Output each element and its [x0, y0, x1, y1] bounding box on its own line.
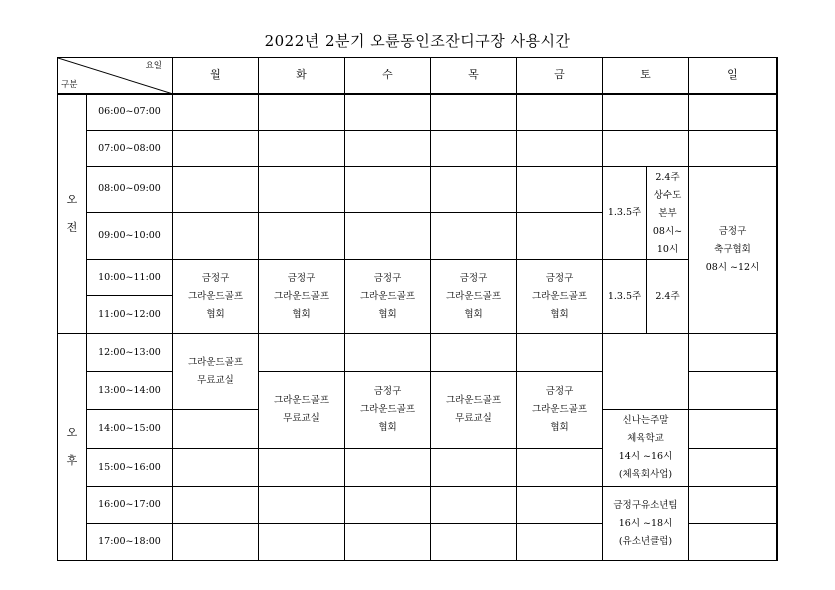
tue-golf-assoc-cell [259, 260, 345, 334]
sat-24-week-label: 2.4주 상수도 본부 08시~ 10시 [652, 172, 683, 255]
time-cell: 14:00~15:00 [87, 410, 173, 449]
cell-thu-0700 [431, 131, 517, 167]
day-header-wed: 수 [345, 58, 431, 94]
time-cell: 11:00~12:00 [87, 296, 173, 334]
cell-wed-1600 [345, 487, 431, 524]
cell-thu-1200 [431, 334, 517, 372]
period-pm [58, 334, 87, 561]
table-row [58, 167, 778, 213]
thu-golf-assoc-label: 금정구 그라운드골프 협회 [445, 272, 502, 320]
day-header-fri: 금 [517, 58, 603, 94]
table-row [58, 334, 778, 372]
cell-wed-1500 [345, 449, 431, 487]
cell-sun-1700 [689, 524, 777, 561]
tue-free-class-cell [259, 372, 345, 449]
mon-golf-assoc-label: 금정구 그라운드골프 협회 [187, 272, 244, 320]
time-cell: 17:00~18:00 [87, 524, 173, 561]
fri-golf-assoc-cell [517, 260, 603, 334]
cell-tue-0800 [259, 167, 345, 213]
corner-day-label: 요일 [145, 61, 162, 71]
cell-mon-1700 [173, 524, 259, 561]
cell-fri-1700 [517, 524, 603, 561]
cell-sat-0700 [603, 131, 689, 167]
cell-mon-0700 [173, 131, 259, 167]
wed-golf-assoc-label: 금정구 그라운드골프 협회 [359, 272, 416, 320]
cell-tue-0600 [259, 94, 345, 131]
cell-sun-0600 [689, 94, 777, 131]
cell-tue-1500 [259, 449, 345, 487]
cell-sat-0600 [603, 94, 689, 131]
day-header-sat: 토 [603, 58, 689, 94]
table-row [58, 260, 778, 296]
sat-135-week-cell-b [603, 260, 647, 334]
cell-mon-1400 [173, 410, 259, 449]
tue-free-class-label: 그라운드골프 무료교실 [273, 395, 330, 424]
time-cell: 08:00~09:00 [87, 167, 173, 213]
table-row [58, 487, 778, 524]
period-pm-label: 오 후 [66, 426, 78, 467]
thu-golf-assoc-cell [431, 260, 517, 334]
time-cell: 16:00~17:00 [87, 487, 173, 524]
time-cell: 13:00~14:00 [87, 372, 173, 410]
mon-golf-assoc-cell [173, 260, 259, 334]
cell-tue-1600 [259, 487, 345, 524]
time-cell: 15:00~16:00 [87, 449, 173, 487]
cell-fri-1500 [517, 449, 603, 487]
thu-free-class-cell [431, 372, 517, 449]
cell-thu-1700 [431, 524, 517, 561]
sat-24-week-label-b: 2.4주 [655, 290, 680, 302]
cell-thu-0800 [431, 167, 517, 213]
schedule-table [57, 57, 778, 561]
time-cell: 10:00~11:00 [87, 260, 173, 296]
page-title: 2022년 2분기 오륜동인조잔디구장 사용시간 [264, 32, 571, 50]
cell-sun-0700 [689, 131, 777, 167]
sun-football-label: 금정구 축구협회 08시 ~12시 [705, 226, 760, 273]
cell-tue-0700 [259, 131, 345, 167]
table-row [58, 131, 778, 167]
corner-category-label: 구분 [61, 79, 78, 90]
cell-mon-0900 [173, 212, 259, 259]
fri-golf-assoc-pm-label: 금정구 그라운드골프 협회 [531, 386, 588, 433]
cell-tue-0900 [259, 212, 345, 259]
corner-cell [58, 58, 173, 94]
cell-wed-0700 [345, 131, 431, 167]
thu-free-class-label: 그라운드골프 무료교실 [445, 395, 502, 424]
cell-fri-0600 [517, 94, 603, 131]
cell-sat-1200 [603, 334, 689, 410]
sat-youth-team-label: 금정구유소년팀 16시 ~18시 (유소년클럽) [613, 499, 678, 547]
cell-sun-1200 [689, 334, 777, 372]
sat-135-week-cell [603, 167, 647, 260]
mon-free-class-cell [173, 334, 259, 410]
period-am [58, 94, 87, 334]
day-header-sun: 일 [689, 58, 777, 94]
cell-wed-0800 [345, 167, 431, 213]
day-header-thu: 목 [431, 58, 517, 94]
cell-sun-1500 [689, 449, 777, 487]
cell-tue-1700 [259, 524, 345, 561]
cell-fri-1200 [517, 334, 603, 372]
time-cell: 06:00~07:00 [87, 94, 173, 131]
cell-fri-0900 [517, 212, 603, 259]
sat-135-week-label: 1.3.5주 [607, 207, 642, 218]
sat-weekend-school-label: 신나는주말 체육학교 14시 ~16시 (체육회사업) [618, 415, 673, 480]
day-header-mon: 월 [173, 58, 259, 94]
sat-24-week-cell [647, 167, 689, 260]
time-cell: 07:00~08:00 [87, 131, 173, 167]
mon-free-class-label: 그라운드골프 무료교실 [187, 356, 244, 386]
cell-thu-1600 [431, 487, 517, 524]
cell-mon-0600 [173, 94, 259, 131]
cell-fri-0700 [517, 131, 603, 167]
cell-sun-1400 [689, 410, 777, 449]
cell-sun-1600 [689, 487, 777, 524]
cell-thu-0900 [431, 212, 517, 259]
fri-golf-assoc-pm-cell [517, 372, 603, 449]
period-am-label: 오 전 [66, 192, 78, 234]
cell-thu-1500 [431, 449, 517, 487]
sat-24-week-cell-b [647, 260, 689, 334]
wed-golf-assoc-pm-label: 금정구 그라운드골프 협회 [359, 386, 416, 433]
cell-wed-1200 [345, 334, 431, 372]
cell-mon-1600 [173, 487, 259, 524]
cell-wed-1700 [345, 524, 431, 561]
cell-mon-0800 [173, 167, 259, 213]
day-header-tue: 화 [259, 58, 345, 94]
cell-wed-0600 [345, 94, 431, 131]
header-row [58, 58, 778, 94]
cell-tue-1200 [259, 334, 345, 372]
cell-fri-1600 [517, 487, 603, 524]
cell-thu-0600 [431, 94, 517, 131]
sat-135-week-label-b: 1.3.5주 [607, 290, 642, 302]
wed-golf-assoc-pm-cell [345, 372, 431, 449]
tue-golf-assoc-label: 금정구 그라운드골프 협회 [273, 272, 330, 320]
sat-youth-team-cell [603, 487, 689, 561]
time-cell: 09:00~10:00 [87, 212, 173, 259]
sat-weekend-school-cell [603, 410, 689, 487]
cell-sun-1300 [689, 372, 777, 410]
cell-wed-0900 [345, 212, 431, 259]
wed-golf-assoc-cell [345, 260, 431, 334]
cell-sun-1100 [777, 296, 778, 334]
fri-golf-assoc-label: 금정구 그라운드골프 협회 [531, 272, 588, 320]
sun-football-cell [689, 167, 777, 334]
time-cell: 12:00~13:00 [87, 334, 173, 372]
cell-mon-1500 [173, 449, 259, 487]
table-row [58, 94, 778, 131]
cell-fri-0800 [517, 167, 603, 213]
